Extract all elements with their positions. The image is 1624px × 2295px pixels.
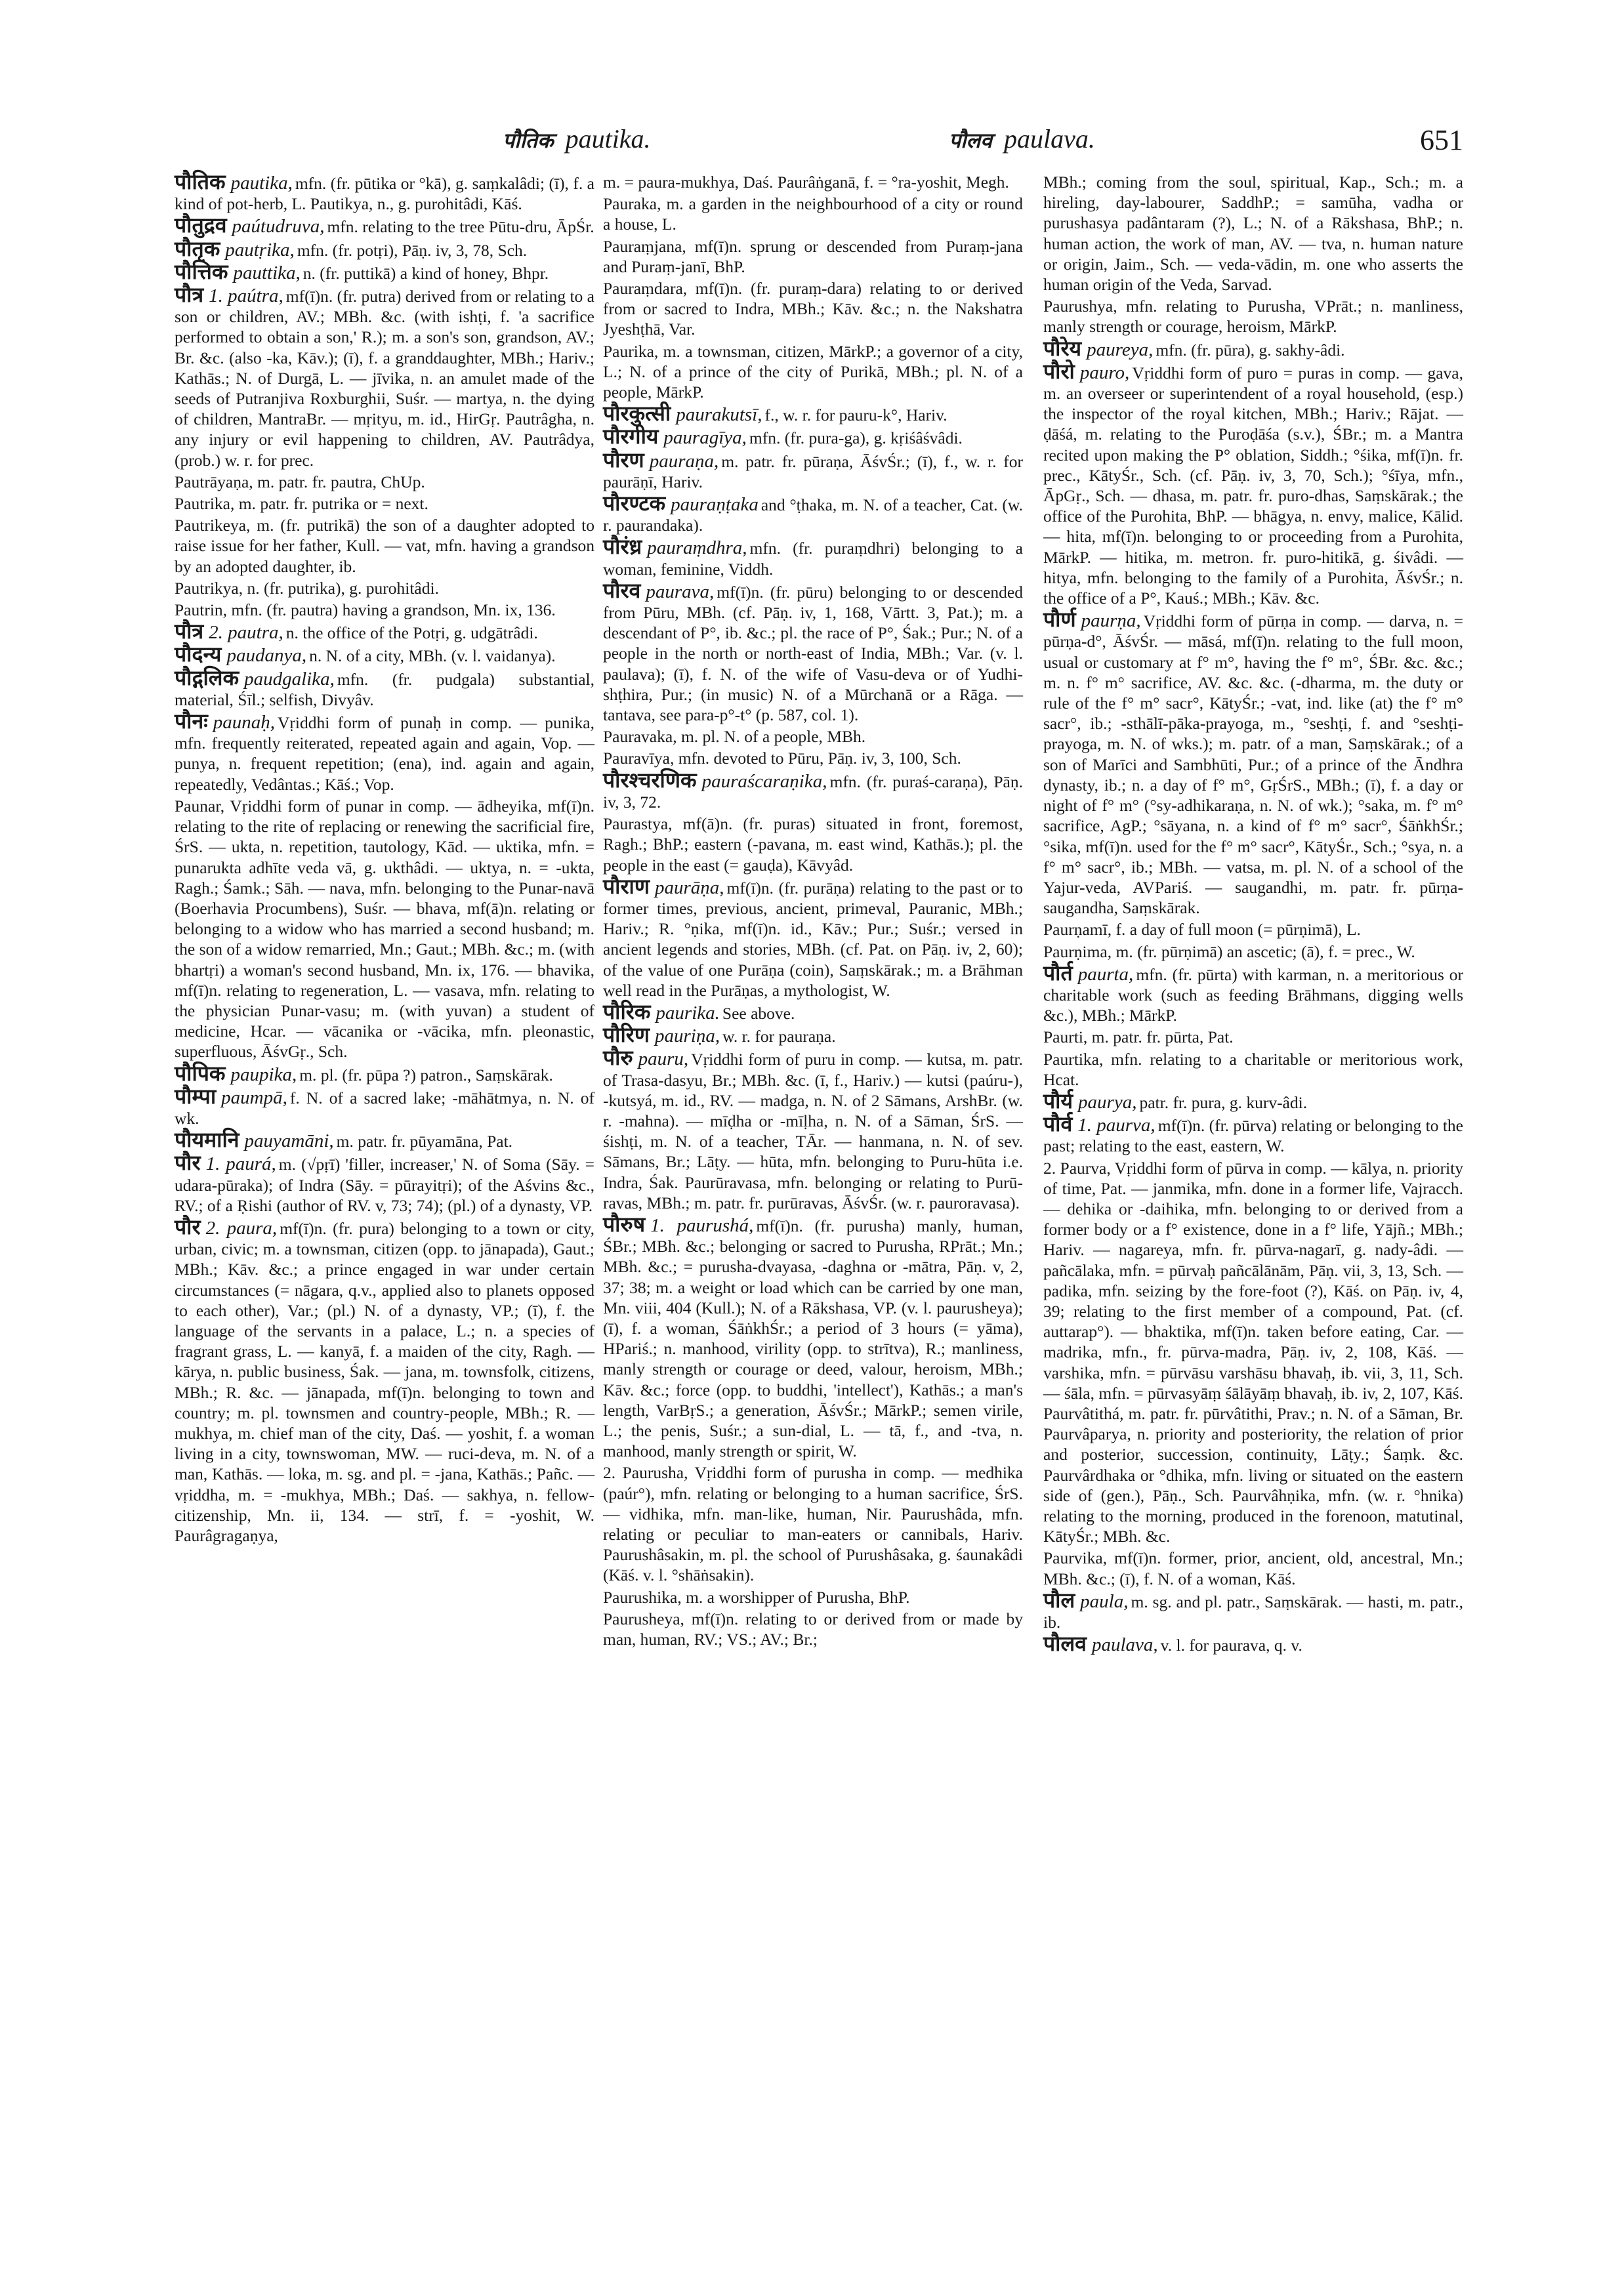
headword-devanagari: पौम्पा xyxy=(175,1083,217,1109)
entry-definition: patr. fr. pura, g. kurv-âdi. xyxy=(1139,1092,1308,1112)
entry-definition: Pautrikeya, m. (fr. putrikā) the son of a daughter adopted to raise issue for her father, Kull. — vat, mfn. having a grandson by an adopted daughter, ib. xyxy=(175,516,594,576)
headword-transliteration: paútudruva, xyxy=(232,216,325,238)
dictionary-entry xyxy=(603,726,1023,747)
dictionary-entry xyxy=(603,814,1023,875)
entry-definition: Pauraṃjana, mf(ī)n. sprung or descended from Puraṃ-jana and Puraṃ-janī, BhP. xyxy=(603,236,1023,276)
entry-definition: mfn. (fr. pūrta) with karman, n. a meritorious or charitable work (such as feeding Brāhmans, digging wells &c.), MBh.; MārkP. xyxy=(1043,964,1463,1025)
dictionary-entry xyxy=(175,236,594,261)
headword-devanagari: पौरव xyxy=(603,577,641,603)
dictionary-entry xyxy=(1043,172,1463,295)
entry-definition: 2. Paurusha, Vṛiddhi form of purusha in comp. — medhika (paúr°), mfn. relating or belonging to a human sacrifice, ŚrS. — vidhika, mfn. man-like, human, Nir. Paurushâda, mfn. relating or peculiar to man-eaters or cannibals, Hariv. Paurushâsakin, m. pl. the school of Purushâsaka, g. śaunakâdi (Kāś. v. l. °shāṅsakin). xyxy=(603,1463,1023,1585)
headword-transliteration: pauragīya, xyxy=(663,427,747,449)
headword-transliteration: pauraṃdhra, xyxy=(647,537,747,559)
entry-definition: Paurṇima, m. (fr. pūrṇimā) an ascetic; (ā), f. = prec., W. xyxy=(1043,941,1415,961)
headword-transliteration: pauru, xyxy=(638,1048,689,1070)
entry-definition: f., w. r. for pauru-k°, Hariv. xyxy=(764,405,947,425)
entry-definition: mfn. relating to the tree Pūtu-dru, ĀpŚr. xyxy=(327,217,594,237)
dictionary-entry xyxy=(1043,335,1463,361)
dictionary-entry xyxy=(603,236,1023,277)
dictionary-entry xyxy=(175,578,594,598)
entry-definition: w. r. for pauraṇa. xyxy=(722,1027,836,1046)
entry-definition: Paurastya, mf(ā)n. (fr. puras) situated in front, foremost, Ragh.; BhP.; eastern (-pavana, m. east wind, Kathās.); pl. the people in the east (= gauḍa), Kāvyâd. xyxy=(603,814,1023,875)
headword-transliteration: pauriṇa, xyxy=(654,1025,720,1047)
dictionary-entry xyxy=(175,600,594,620)
entry-definition: mfn. (fr. pudgala) substantial, material, Śīl.; selfish, Divyâv. xyxy=(175,669,594,709)
entry-definition: Paurushika, m. a worshipper of Purusha, BhP. xyxy=(603,1587,910,1607)
headword-transliteration: paurya, xyxy=(1078,1091,1137,1113)
headword-devanagari: पौदन्य xyxy=(175,642,222,667)
entry-definition: m. = paura-mukhya, Daś. Paurâṅganā, f. = °ra-yoshit, Megh. xyxy=(603,173,1009,192)
page-number: 651 xyxy=(1420,124,1463,156)
dictionary-entry xyxy=(1043,1027,1463,1047)
entry-definition: mf(ī)n. (fr. putra) derived from or relating to a son or children, AV.; MBh. &c. (with ishṭi, f. 'a sacrifice performed to obtain a son,' R.); m. a son's son, grandson, AV.; Br. &c. (also -ka, Kāv.); (ī), f. a granddaughter, MBh.; Hariv.; Kathās.; N. of Durgā, L. — jīvika, n. an amulet made of the seeds of Putranjiva Roxburghii, Suśr. — martya, n. the dying of children, MantraBr. — mṛityu, m. id., HirGṛ. Pautrâgha, n. any injury or evil happening to children, AV. Pautrâdya, (prob.) w. r. for prec. xyxy=(175,287,595,470)
entry-definition: m. (√pṛī) 'filler, increaser,' N. of Soma (Sāy. = udara-pūraka); of Indra (Sāy. = pūrayitṛi); of the Aśvins &c., RV.; of a Ṛishi (author of RV. v, 73; 74); (pl.) of a dynasty, VP. xyxy=(175,1155,594,1215)
header-last-devanagari: पौलव xyxy=(949,128,992,153)
headword-transliteration: paurakutsī, xyxy=(676,404,762,426)
entry-definition: n. the office of the Potṛi, g. udgātrâdi. xyxy=(285,623,538,643)
entry-definition: Paurushya, mfn. relating to Purusha, VPrāt.; n. manliness, manly strength or courage, heroism, MārkP. xyxy=(1043,297,1463,337)
entry-definition: Vṛiddhi form of puro = puras in comp. — gava, m. an overseer or superintendent of a royal household, (esp.) the inspector of the royal kitchen, MBh.; Hariv.; Rājat. — ḍāśá, m. relating to the Puroḍāśa (s.v.), ŚBr.; m. a Mantra recited upon making the P° oblation, Siddh.; °śika, mf(ī)n. fr. prec., KātyŚr., Sch. (cf. Pāṇ. iv, 3, 70, Sch.); °śīya, mfn., ĀpGṛ., Sch. — dhasa, m. patr. fr. puro-dhas, Saṃskārak.; the office of the Purohita, BhP. — bhāgya, n. envy, malice, Kālid. — hita, mf(ī)n. belonging to or proceeding from a Purohita, MārkP. — hitika, m. metron. fr. puro-hitikā, g. śivâdi. — hitya, mfn. belonging to the family of a Purohita, ĀśvŚr.; n. the office of a P°, Kauś.; MBh.; Kāv. &c. xyxy=(1043,363,1463,608)
headword-devanagari: पौयमानि xyxy=(175,1127,239,1153)
headword-devanagari: पौर्ण xyxy=(1043,607,1076,632)
headword-devanagari: पौर xyxy=(175,1150,201,1176)
dictionary-entry xyxy=(603,1462,1023,1585)
headword-transliteration: paupika, xyxy=(230,1064,297,1085)
headword-transliteration: paumpā, xyxy=(221,1086,287,1108)
headword-transliteration: 1. paurva, xyxy=(1077,1115,1156,1136)
headword-devanagari: पौराण xyxy=(603,873,650,899)
entry-definition: mf(ī)n. (fr. pūru) belonging to or descended from Pūru, MBh. (cf. Pāṇ. iv, 1, 168, Vārtt. 3, Pat.); m. a descendant of P°, ib. &c.; pl. the race of P°, Śak.; Pur.; N. of a people in the north or north-east of India, MBh.; Var. (v. l. paulava); (ī), f. N. of the wife of Vasu-deva or of Yudhi-shṭhira, Pur.; (in music) N. of a Mūrchanā or a Rāga. — tantava, see para-p°-t° (p. 587, col. 1). xyxy=(603,582,1023,725)
dictionary-entry xyxy=(175,1150,594,1216)
header-first-headword xyxy=(503,123,651,154)
entry-definition: mfn. (fr. pūra), g. sakhy-âdi. xyxy=(1156,340,1345,360)
headword-transliteration: paurṇa, xyxy=(1081,610,1141,632)
dictionary-entry xyxy=(603,1587,1023,1607)
header-first-transliteration: pautika. xyxy=(565,124,651,154)
entry-definition: Vṛiddhi form of punaḥ in comp. — punika, mfn. frequently reiterated, repeated again and again, Vop. — punya, n. frequent repetition; (ena), ind. again and again, repeatedly, Vedântas.; Kāś.; Vop. xyxy=(175,713,594,794)
dictionary-entry xyxy=(1043,1631,1463,1657)
entry-definition: Paunar, Vṛiddhi form of punar in comp. — ādheyika, mf(ī)n. relating to the rite of replacing or renewing the sacrificial fire, ŚrS. — ukta, n. repetition, tautology, Kād. — uktika, mfn. = punarukta adhīte veda vā, g. ukthâdi. — uktya, n. = -ukta, Ragh.; Śamk.; Sāh. — nava, mfn. belonging to the Punar-navā (Boerhavia Procumbens), Suśr. — bhava, mf(ā)n. relating or belonging to a widow who has married a second husband; m. the son of a widow remarried, Mn.; Gaut.; MBh. &c.; m. (with bhartṛi) a woman's second husband, Mn. ix, 176. — bhavika, mf(ī)n. relating to regeneration, L. — vasava, mfn. relating to the physician Punar-vasu; m. (with yuvan) a student of medicine, Hcar. — vācanika or -vācika, mfn. pleonastic, superfluous, ĀśvGṛ., Sch. xyxy=(175,796,594,1062)
headword-devanagari: पौतृक xyxy=(175,236,220,261)
dictionary-entry xyxy=(175,1060,594,1086)
headword-transliteration: paulava, xyxy=(1091,1634,1158,1656)
entry-definition: Vṛiddhi form of pūrṇa in comp. — darva, n. = pūrṇa-d°, ĀśvŚr. — māsá, mf(ī)n. relating to the full moon, usual or customary at f° m°, having the f° m°, ŚBr. &c. &c.; m. n. f° m° sacrifice, AV. &c. &c. (-dharma, m. the duty or rule of the f° m° sacr°, KātyŚr.; -vat, ind. like (at) the f° m° sacr°, ib.; -sthālī-pāka-prayoga, m., °seshṭi, f. and °seshṭi-prayoga, m. N. of wks.); m. patr. of a man, Saṃskārak.; of a son of Marīci and Sambhūti, Pur.; of a prince of the Āndhra dynasty, ib.; n. a day of f° m°, GṛŚrS., MBh.; (ī), f. a day or night of f° m° (°sy-adhikaraṇa, n. N. of wk.); °saka, m. f° m° sacrifice, AgP.; °sāyana, n. a kind of f° m° sacr°, ŚāṅkhŚr.; °sika, mf(ī)n. used for the f° m° sacr°, KātyŚr., Sch.; °sya, n. a f° m° sacr°, ib.; MBh. — vatsa, m. pl. N. of a school of the Yajur-veda, AVPariś. — saugandhi, m. patr. fr. pūrṇa-saugandha, Saṃskārak. xyxy=(1043,611,1463,918)
entry-definition: and °ṭhaka, m. N. of a teacher, Cat. (w. r. paurandaka). xyxy=(603,495,1023,535)
headword-devanagari: पौरगीय xyxy=(603,424,659,449)
entry-definition: mf(ī)n. (fr. purusha) manly, human, ŚBr.; MBh. &c.; belonging or sacred to Purusha, RPrāt.; Mn.; MBh. &c.; = purusha-dvayasa, -daghna or -mātra, Pāṇ. v, 2, 37; 38; m. a weight or load which can be carried by one man, Mn. viii, 404 (Kull.); N. of a Rākshasa, VP. (v. l. paurusheya); (ī), f. a woman, ŚāṅkhŚr.; a period of 3 hours (= yāma), HPariś.; n. manhood, virility (opp. to strītva), R.; manliness, manly strength or courage or deed, valour, heroism, MBh.; Kāv. &c.; force (opp. to buddhi, 'intellect'), Kathās.; a man's length, VarBṛS.; a generation, ĀśvŚr.; MārkP.; semen virile, L.; the penis, Suśr.; a sun-dial, L. — tā, f., and -tva, n. manhood, manly strength or spirit, W. xyxy=(603,1216,1023,1461)
entry-definition: Paurika, m. a townsman, citizen, MārkP.; a governor of a city, L.; N. of a prince of the city of Purikā, MBh.; pl. N. of a people, MārkP. xyxy=(603,341,1023,402)
entry-definition: mfn. (fr. puraś-caraṇa), Pāṇ. iv, 3, 72. xyxy=(603,772,1023,812)
dictionary-entry xyxy=(603,194,1023,234)
dictionary-entry xyxy=(1043,1088,1463,1113)
headword-devanagari: पौलव xyxy=(1043,1631,1087,1657)
dictionary-entry xyxy=(1043,1049,1463,1090)
headword-devanagari: पौरो xyxy=(1043,358,1075,384)
dictionary-entry xyxy=(603,1045,1023,1213)
headword-devanagari: पौद्गलिक xyxy=(175,665,239,690)
headword-transliteration: paula, xyxy=(1080,1590,1129,1612)
headword-devanagari: पौतुद्रव xyxy=(175,213,227,238)
headword-transliteration: paurāṇa, xyxy=(654,877,724,898)
headword-devanagari: पौरिण xyxy=(603,1022,650,1048)
headword-devanagari: पौर्त xyxy=(1043,960,1073,985)
entry-definition: Pautrāyaṇa, m. patr. fr. pautra, ChUp. xyxy=(175,472,425,491)
entry-definition: Pautrikya, n. (fr. putrika), g. purohitâdi. xyxy=(175,578,439,598)
entry-definition: MBh.; coming from the soul, spiritual, Kap., Sch.; m. a hireling, day-labourer, SaddhP.; = samūha, vadha or purushasya padântaram (?), L.; N. of a Rākshasa, BhP.; n. human action, the work of man, AV. — tva, n. human nature or origin, Jaim., Sch. — veda-vādin, m. one who asserts the human origin of the Veda, Sarvad. xyxy=(1043,173,1463,295)
header-last-headword xyxy=(949,123,1095,154)
entry-definition: mfn. (fr. pura-ga), g. kṛiśâśvâdi. xyxy=(749,428,963,448)
dictionary-entry xyxy=(603,403,1023,425)
headword-transliteration: pauraṇa, xyxy=(649,450,719,472)
entry-definition: m. patr. fr. pūraṇa, ĀśvŚr.; (ī), f., w. r. for paurāṇī, Hariv. xyxy=(603,451,1023,491)
running-header xyxy=(175,123,1463,163)
entry-definition: m. patr. fr. pūyamāna, Pat. xyxy=(336,1132,513,1151)
dictionary-entry xyxy=(175,1214,594,1546)
column-left xyxy=(175,169,595,1547)
entry-definition: n. (fr. puttikā) a kind of honey, Bhpr. xyxy=(302,263,549,283)
column-middle xyxy=(603,172,1023,1651)
entry-definition: 2. Paurva, Vṛiddhi form of pūrva in comp. — kālya, n. priority of time, Pat. — janmika, mfn. done in a former life, Vajracch. — dehika or -daihika, mfn. belonging to or derived from a former body or a f° existence, done in a f° life, Yājñ.; MBh.; Hariv. — nagareya, mfn. fr. pūrva-nagarī, g. nady-âdi. — pañcālaka, mfn. = pūrvaḥ pañcālānām, Pāṇ. vii, 3, 13, Sch. — padika, mfn. seizing by the fore-foot (?), Kāś. on Pāṇ. iv, 4, 39; relating to the first member of a compound, Pat. (cf. auttarap°). — bhaktika, mf(ī)n. taken before eating, Car. — madrika, mfn., fr. pūrva-madra, Pāṇ. iv, 2, 108, Kāś. — varshika, mfn. = pūrvāsu varshāsu bhavaḥ, ib. vii, 3, 11, Sch. — śāla, mfn. = pūrvasyāṃ śālāyāṃ bhavaḥ, ib. iv, 2, 107, Kāś. Paurvâtithá, m. patr. fr. pūrvâtithi, Prav.; n. N. of a Sāman, Br. Paurvâparya, n. priority and posteriority, the relation of prior and posterior, succession, continuity, Lāṭy.; Śaṃk. &c. Paurvârdhaka or °dhika, mfn. living or situated on the eastern side of (gen.), Pāṇ., Sch. Paurvâhṇika, mfn. (w. r. °hnika) relating to the morning, produced in the forenoon, matutinal, KātyŚr.; MBh. &c. xyxy=(1043,1158,1463,1546)
dictionary-entry xyxy=(603,534,1023,579)
dictionary-entry xyxy=(175,169,594,214)
headword-transliteration: 2. paura, xyxy=(205,1217,278,1239)
dictionary-entry xyxy=(1043,941,1463,962)
headword-devanagari: पौतिक xyxy=(175,169,226,194)
dictionary-entry xyxy=(1043,296,1463,337)
entry-definition: mfn. (fr. pūtika or °kā), g. saṃkalâdi; (ī), f. a kind of pot-herb, L. Pautikya, n., g. purohitâdi, Kāś. xyxy=(175,174,594,214)
headword-transliteration: pauraṇṭaka xyxy=(671,494,759,516)
dictionary-entry xyxy=(175,258,594,284)
dictionary-entry xyxy=(603,873,1023,1001)
headword-devanagari: पौर xyxy=(175,1214,201,1239)
headword-devanagari: पौत्र xyxy=(175,282,204,308)
entry-definition: m. pl. (fr. pūpa ?) patron., Saṃskārak. xyxy=(299,1065,553,1085)
headword-devanagari: पौरकुत्सी xyxy=(603,401,671,426)
entry-definition: Pauraṃdara, mf(ī)n. (fr. puraṃ-dara) relating to or derived from or sacred to Indra, MBh.; Kāv. &c.; n. the Nakshatra Jyeshṭhā, Var. xyxy=(603,279,1023,339)
headword-transliteration: 1. paútra, xyxy=(209,285,283,307)
dictionary-entry xyxy=(1043,358,1463,608)
dictionary-entry xyxy=(175,282,595,470)
headword-transliteration: pauro, xyxy=(1079,362,1130,383)
entry-definition: mf(ī)n. (fr. purāṇa) relating to the past or to former times, previous, ancient, primeval, Pauranic, MBh.; Hariv.; R. °ṇika, mf(ī)n. id., Kāv.; Pur.; Suśr.; versed in ancient legends and stories, MBh. (cf. Pat. on Pāṇ. iv, 2, 60); of the value of one Purāṇa (coin), Saṃskārak.; m. a Brāhman well read in the Purāṇas, a mythologist, W. xyxy=(603,878,1023,1000)
entry-definition: mf(ī)n. (fr. pūrva) relating or belonging to the past; relating to the east, eastern, W. xyxy=(1043,1116,1463,1156)
headword-devanagari: पौर्व xyxy=(1043,1111,1073,1137)
headword-transliteration: paurta, xyxy=(1077,963,1134,985)
dictionary-entry xyxy=(175,493,594,514)
headword-devanagari: पौरुष xyxy=(603,1211,646,1237)
entry-definition: mfn. (fr. potṛi), Pāṇ. iv, 3, 78, Sch. xyxy=(297,240,528,260)
dictionary-entry xyxy=(175,711,594,795)
dictionary-entry xyxy=(603,999,1023,1024)
headword-devanagari: पौर्य xyxy=(1043,1088,1073,1113)
dictionary-entry xyxy=(603,172,1023,192)
headword-transliteration: pautika, xyxy=(230,173,293,194)
dictionary-entry xyxy=(175,515,594,577)
dictionary-entry xyxy=(603,748,1023,768)
column-right xyxy=(1043,172,1463,1657)
dictionary-entry xyxy=(603,278,1023,340)
headword-transliteration: 2. pautra, xyxy=(209,622,283,644)
headword-transliteration: paunaḥ, xyxy=(213,712,275,734)
headword-devanagari: पौरंध्र xyxy=(603,534,642,560)
dictionary-entry xyxy=(1043,1548,1463,1588)
headword-devanagari: पौरण्टक xyxy=(603,491,666,516)
dictionary-entry xyxy=(603,1211,1023,1461)
entry-definition: m. sg. and pl. patr., Saṃskārak. — hasti, m. patr., ib. xyxy=(1043,1592,1463,1632)
header-last-transliteration: paulava. xyxy=(1003,124,1095,154)
headword-transliteration: 1. paurá, xyxy=(205,1153,276,1175)
headword-transliteration: paurava, xyxy=(646,581,715,602)
entry-definition: n. N. of a city, MBh. (v. l. vaidanya). xyxy=(309,646,556,666)
headword-devanagari: पौनः xyxy=(175,709,208,734)
headword-devanagari: पौल xyxy=(1043,1587,1075,1613)
dictionary-entry xyxy=(603,577,1023,725)
entry-definition: mf(ī)n. (fr. pura) belonging to a town or city, urban, civic; m. a townsman, citizen (opp. to jānapada), Gaut.; MBh.; Kāv. &c.; a prince engaged in war under certain circumstances (= nāgara, q.v., applied also to planets opposed to each other), Var.; (pl.) N. of a dynasty, VP.; (ī), f. the language of the servants in a palace, L.; n. a species of fragrant grass, L. — kanyā, f. a maiden of the city, Ragh. — kārya, n. public business, Śak. — jana, m. townsfolk, citizens, MBh.; R. &c. — jānapada, mf(ī)n. belonging to town and country; m. pl. townsmen and country-people, MBh.; R. — mukhya, m. chief man of the city, Daś. — yoshit, f. a woman living in a city, townswoman, MW. — ruci-deva, m. N. of a man, Kathās. — loka, m. sg. and pl. = -jana, Kathās.; Pañc. — vṛiddha, m. = -mukhya, MBh.; Daś. — sakhya, n. fellow-citizenship, Mn. ii, 134. — strī, f. = -yoshit, W. Paurâgragaṇya, xyxy=(175,1218,594,1545)
headword-devanagari: पौत्तिक xyxy=(175,258,228,284)
headword-devanagari: पौत्र xyxy=(175,619,204,644)
entry-definition: See above. xyxy=(722,1003,795,1023)
dictionary-entry xyxy=(175,644,594,666)
dictionary-entry xyxy=(603,447,1023,492)
headword-transliteration: paureya, xyxy=(1087,339,1154,360)
dictionary-entry xyxy=(175,665,594,710)
dictionary-entry xyxy=(1043,960,1463,1026)
headword-transliteration: paudgalika, xyxy=(244,668,335,690)
dictionary-entry xyxy=(1043,607,1463,918)
entry-definition: Paurusheya, mf(ī)n. relating to or derived from or made by man, human, RV.; VS.; AV.; Br.; xyxy=(603,1609,1023,1649)
headword-devanagari: पौपिक xyxy=(175,1060,226,1086)
entry-definition: mfn. (fr. puraṃdhri) belonging to a woman, feminine, Viddh. xyxy=(603,539,1023,579)
entry-definition: Pautrin, mfn. (fr. pautra) having a grandson, Mn. ix, 136. xyxy=(175,600,556,620)
entry-definition: Paurti, m. patr. fr. pūrta, Pat. xyxy=(1043,1027,1234,1047)
dictionary-entry xyxy=(175,621,594,643)
entry-definition: Paurvika, mf(ī)n. former, prior, ancient, old, ancestral, Mn.; MBh. &c.; (ī), f. N. of a woman, Kāś. xyxy=(1043,1548,1463,1588)
dictionary-entry xyxy=(603,1609,1023,1649)
entry-definition: Pauravaka, m. pl. N. of a people, MBh. xyxy=(603,727,866,747)
dictionary-entry xyxy=(603,493,1023,535)
entry-definition: Pauravīya, mfn. devoted to Pūru, Pāṇ. iv, 3, 100, Sch. xyxy=(603,749,961,768)
dictionary-entry xyxy=(1043,1587,1463,1632)
headword-transliteration: paudanya, xyxy=(226,645,307,667)
entry-definition: v. l. for paurava, q. v. xyxy=(1160,1636,1302,1655)
headword-devanagari: पौरण xyxy=(603,447,644,472)
headword-transliteration: 1. paurushá, xyxy=(650,1214,754,1236)
dictionary-entry xyxy=(175,796,594,1062)
dictionary-entry xyxy=(603,1022,1023,1048)
entry-definition: Paurṇamī, f. a day of full moon (= pūrṇimā), L. xyxy=(1043,920,1361,940)
dictionary-entry xyxy=(603,767,1023,812)
dictionary-entry xyxy=(1043,919,1463,940)
headword-transliteration: pauraścaraṇika, xyxy=(701,770,827,792)
headword-transliteration: pauyamāni, xyxy=(244,1130,334,1152)
dictionary-entry xyxy=(175,472,594,492)
headword-transliteration: paurika. xyxy=(656,1002,720,1023)
dictionary-entry xyxy=(603,426,1023,448)
headword-devanagari: पौरश्चरणिक xyxy=(603,767,697,793)
dictionary-entry xyxy=(603,341,1023,403)
headword-devanagari: पौरेय xyxy=(1043,335,1082,361)
dictionary-entry xyxy=(175,1083,594,1128)
dictionary-entry xyxy=(1043,1158,1463,1547)
headword-transliteration: pauttika, xyxy=(233,262,301,283)
entry-definition: f. N. of a sacred lake; -māhātmya, n. N. of wk. xyxy=(175,1088,594,1128)
dictionary-entry xyxy=(175,1127,594,1153)
entry-definition: Vṛiddhi form of puru in comp. — kutsa, m. patr. of Trasa-dasyu, Br.; MBh. &c. (ī, f., Hariv.) — kutsi (paúru-), -kutsyá, m. id., RV. — madga, n. N. of 2 Sāmans, ArshBr. (w. r. -mahna). — mīḍha or -mīḷha, n. N. of a Sāman, ŚrS. — śishṭi, m. N. of a teacher, TĀr. — hanmana, n. N. of sev. Sāmans, Br.; Lāṭy. — hūta, mfn. belonging to Puru-hūta i.e. Indra, Śak. Paurūravasa, mfn. belonging or relating to Purū-ravas, MBh.; m. patr. fr. purūravas, ĀśvŚr. (w. r. pauroravasa). xyxy=(603,1050,1023,1212)
entry-definition: Pautrika, m. patr. fr. putrika or = next. xyxy=(175,494,428,514)
headword-devanagari: पौरिक xyxy=(603,999,651,1024)
headword-transliteration: pautṛika, xyxy=(225,239,295,260)
dictionary-entry xyxy=(175,215,594,237)
header-first-devanagari: पौतिक xyxy=(503,128,554,153)
entry-definition: Paurtika, mfn. relating to a charitable or meritorious work, Hcat. xyxy=(1043,1049,1463,1089)
entry-definition: Pauraka, m. a garden in the neighbourhood of a city or round a house, L. xyxy=(603,194,1023,234)
dictionary-entry xyxy=(1043,1111,1463,1156)
headword-devanagari: पौरु xyxy=(603,1045,633,1071)
